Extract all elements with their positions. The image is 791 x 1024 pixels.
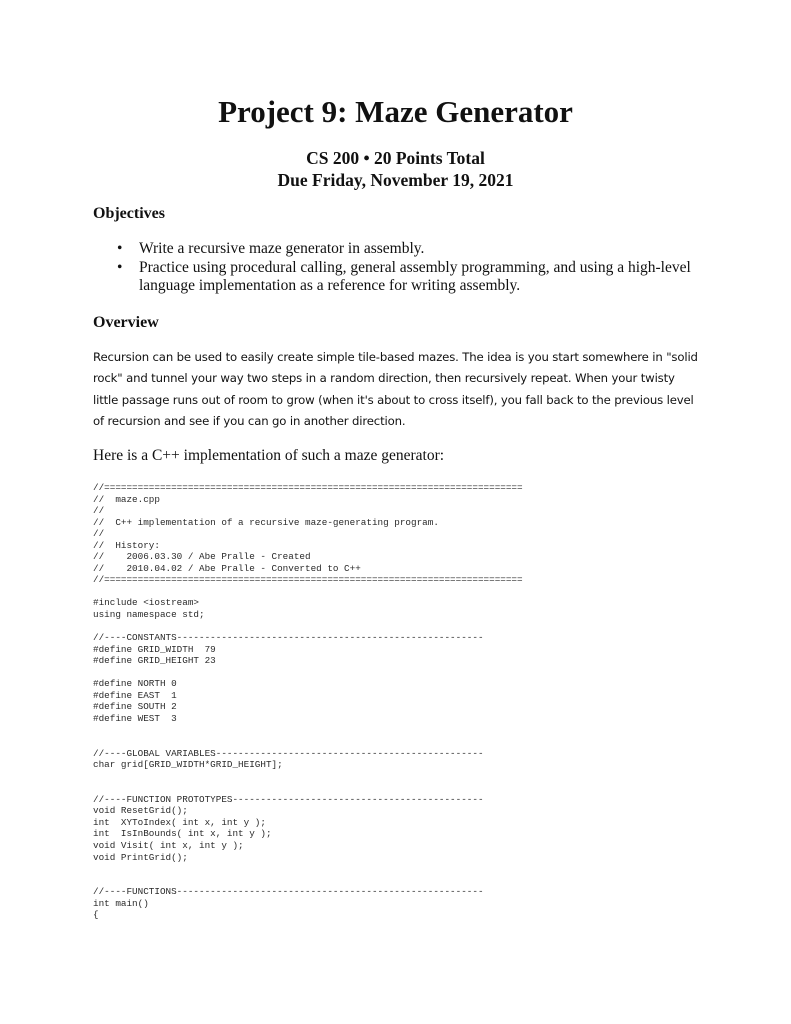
course-line: CS 200 • 20 Points Total: [306, 148, 485, 168]
code-line: //===========================================================================: [93, 482, 523, 493]
code-line: //----GLOBAL VARIABLES------------------------------------------------: [93, 747, 484, 759]
code-line: [93, 863, 523, 875]
objective-item: [93, 259, 713, 296]
code-line: //----FUNCTION PROTOTYPES---------------------------------------------: [93, 793, 484, 805]
code-line: //: [93, 505, 105, 517]
code-line: #define WEST 3: [93, 712, 177, 724]
code-line: void PrintGrid();: [93, 851, 188, 863]
code-line: void ResetGrid();: [93, 805, 188, 817]
page-title: Project 9: Maze Generator: [218, 94, 573, 129]
code-line: [93, 736, 523, 748]
objective-text: Practice using procedural calling, general assembly programming, and using a high-level language implementation as a reference for writing assembly.: [139, 258, 691, 294]
code-line: [93, 667, 523, 679]
code-line: //----FUNCTIONS-------------------------------------------------------: [93, 886, 484, 898]
code-line: //: [93, 528, 105, 540]
code-line: //----CONSTANTS-------------------------------------------------------: [93, 632, 484, 644]
code-line: [93, 771, 523, 783]
code-line: #define SOUTH 2: [93, 701, 177, 713]
code-line: using namespace std;: [93, 609, 205, 621]
code-line: #define NORTH 0: [93, 678, 177, 690]
objective-text: Write a recursive maze generator in assembly.: [139, 240, 425, 257]
code-line: // C++ implementation of a recursive maze-generating program.: [93, 516, 439, 528]
code-line: //===========================================================================: [93, 574, 523, 586]
code-line: // 2006.03.30 / Abe Pralle - Created: [93, 551, 311, 563]
code-line: [93, 724, 523, 736]
code-line: // 2010.04.02 / Abe Pralle - Converted to C++: [93, 562, 361, 574]
code-line: {: [93, 909, 99, 921]
code-line: // maze.cpp: [93, 493, 160, 505]
code-intro-text: Here is a C++ implementation of such a maze generator:: [93, 447, 445, 464]
overview-heading: Overview: [93, 314, 159, 331]
code-line: [93, 875, 523, 887]
bullet-icon: •: [117, 240, 123, 257]
code-line: [93, 621, 523, 633]
code-line: #include <iostream>: [93, 597, 200, 609]
code-line: [93, 586, 523, 598]
code-line: // History:: [93, 539, 160, 551]
code-listing: [93, 482, 523, 921]
objectives-heading: Objectives: [93, 205, 165, 222]
objectives-list: [93, 240, 713, 296]
code-line: int IsInBounds( int x, int y );: [93, 828, 272, 840]
overview-paragraph: Recursion can be used to easily create simple tile-based mazes. The idea is you start somewhere in "solid rock" and tunnel your way two steps in a random direction, then recursively repeat. When your twisty little passage runs out of room to grow (when it's about to cross itself), you fall back to the previous level of recursion and see if you can go in another direction.: [93, 350, 698, 428]
due-date-line: Due Friday, November 19, 2021: [277, 170, 514, 190]
code-line: int main(): [93, 897, 149, 909]
code-line: [93, 782, 523, 794]
code-line: #define GRID_HEIGHT 23: [93, 655, 216, 667]
code-line: #define GRID_WIDTH 79: [93, 643, 216, 655]
bullet-icon: •: [117, 258, 123, 276]
objective-item: [93, 240, 713, 259]
code-line: int XYToIndex( int x, int y );: [93, 816, 266, 828]
code-line: #define EAST 1: [93, 689, 177, 701]
code-line: void Visit( int x, int y );: [93, 839, 244, 851]
code-line: char grid[GRID_WIDTH*GRID_HEIGHT];: [93, 759, 283, 771]
